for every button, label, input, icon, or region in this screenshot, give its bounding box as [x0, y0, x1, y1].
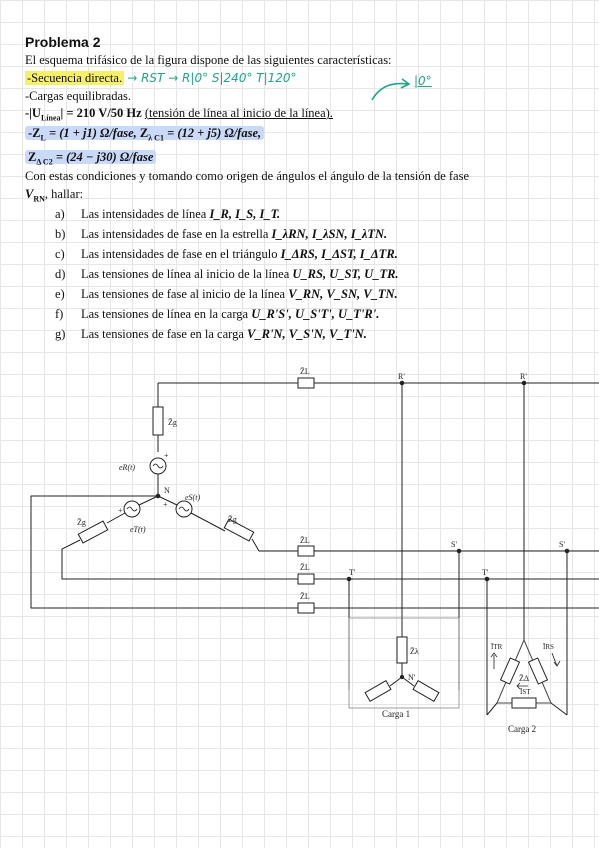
z-line-r	[298, 378, 314, 388]
s-prime-label-1: S'	[451, 540, 457, 549]
z-load2-rs	[529, 658, 548, 684]
source-et-label: eT(t)	[130, 525, 146, 534]
question-item: d) Las tensiones de línea al inicio de la línea U_RS, U_ST, U_TR.	[55, 267, 399, 281]
z-load1-r-label: Z̄λ	[410, 647, 419, 656]
z-line-n	[298, 603, 314, 613]
statement-continuation: $V_{RN}$, hallar:	[25, 187, 84, 204]
problem-title: Problema 2	[25, 34, 101, 50]
annotation-reference: |0°	[414, 74, 432, 88]
z-line-t-label: Z̄L	[300, 563, 310, 572]
neutral-label: N	[164, 486, 170, 495]
voltage-note: (tensión de línea al inicio de la línea).	[144, 106, 333, 120]
load2-label: Carga 2	[508, 724, 537, 734]
z-gen-s-label: Z̄g	[228, 515, 237, 524]
question-item: f) Las tensiones de línea en la carga U_R'S', U_S'T', U_T'R'.	[55, 307, 380, 321]
z-load2-st	[512, 698, 536, 708]
impedance-line: $-Z_L = (1 + j1)$ Ω/fase, $Z_{\lambda C1} = (12 + j5)$ Ω/fase,	[25, 126, 264, 143]
current-arrow-rs-icon	[552, 653, 560, 666]
z-load2-tr	[501, 658, 520, 684]
i-st-label: ĪST	[520, 688, 531, 696]
r-prime-label-2: R'	[520, 372, 527, 381]
r-prime-label-1: R'	[398, 372, 405, 381]
circuit-diagram	[0, 355, 599, 740]
t-prime-label-1: T'	[349, 568, 356, 577]
wire-r	[158, 383, 599, 452]
t-prime-label-2: T'	[482, 568, 489, 577]
sequence-text: -Secuencia directa.	[27, 71, 123, 85]
load1-label: Carga 1	[382, 709, 411, 719]
question-item: a) Las intensidades de línea I_R, I_S, I_T.	[55, 207, 281, 221]
sequence-line	[25, 71, 297, 86]
z-line-s	[298, 546, 314, 556]
z-line-t	[298, 574, 314, 584]
s-prime-label-2: S'	[559, 540, 565, 549]
source-er-label: eR(t)	[119, 463, 135, 472]
question-item: b) Las intensidades de fase en la estrella I_λRN, I_λSN, I_λTN.	[55, 227, 388, 241]
current-arrow-tr-icon	[491, 653, 497, 669]
z-load1-t	[365, 681, 391, 702]
svg-text:+: +	[163, 500, 168, 509]
question-item: c) Las intensidades de fase en el triángulo I_ΔRS, I_ΔST, I_ΔTR.	[55, 247, 398, 261]
sequence-annotation: → RST → R|0° S|240° T|120°	[127, 71, 297, 85]
source-es-label: eS(t)	[185, 493, 201, 502]
i-tr-label: ĪTR	[491, 643, 503, 651]
annotation-arrow-icon	[370, 76, 414, 104]
question-list	[55, 207, 399, 347]
question-item: g) Las tensiones de fase en la carga V_R'N, V_S'N, V_T'N.	[55, 327, 367, 341]
statement-text: Con estas condiciones y tomando como origen de ángulos el ángulo de la tensión de fase	[25, 169, 469, 183]
z-line-s-label: Z̄L	[300, 536, 310, 545]
z-gen-r-label: Z̄g	[168, 418, 177, 427]
voltage-line: $-|U_{Línea}| = 210$ V/50 Hz (tensión de línea al inicio de la línea).	[25, 106, 333, 123]
z-gen-t-label: Z̄g	[77, 518, 86, 527]
i-rs-label: ĪRS	[543, 643, 554, 651]
svg-text:+: +	[164, 451, 169, 460]
loads-text: -Cargas equilibradas.	[25, 89, 131, 103]
z-load1-r	[397, 637, 407, 663]
z-gen-r	[153, 407, 163, 435]
intro-text: El esquema trifásico de la figura dispone de las siguientes características:	[25, 53, 392, 67]
z-line-n-label: Z̄L	[300, 592, 310, 601]
z-load2-label: Z̄Δ	[519, 674, 530, 683]
svg-text:+: +	[118, 506, 123, 515]
z-load1-s	[413, 681, 439, 702]
delta-impedance-line: $Z_{\Delta C2} = (24 - j30)$ Ω/fase	[25, 150, 156, 167]
z-line-r-label: Z̄L	[300, 367, 310, 376]
question-item: e) Las tensiones de fase al inicio de la línea V_RN, V_SN, V_TN.	[55, 287, 398, 301]
wire-neutral	[31, 496, 599, 608]
n-prime-label: N'	[408, 673, 416, 682]
